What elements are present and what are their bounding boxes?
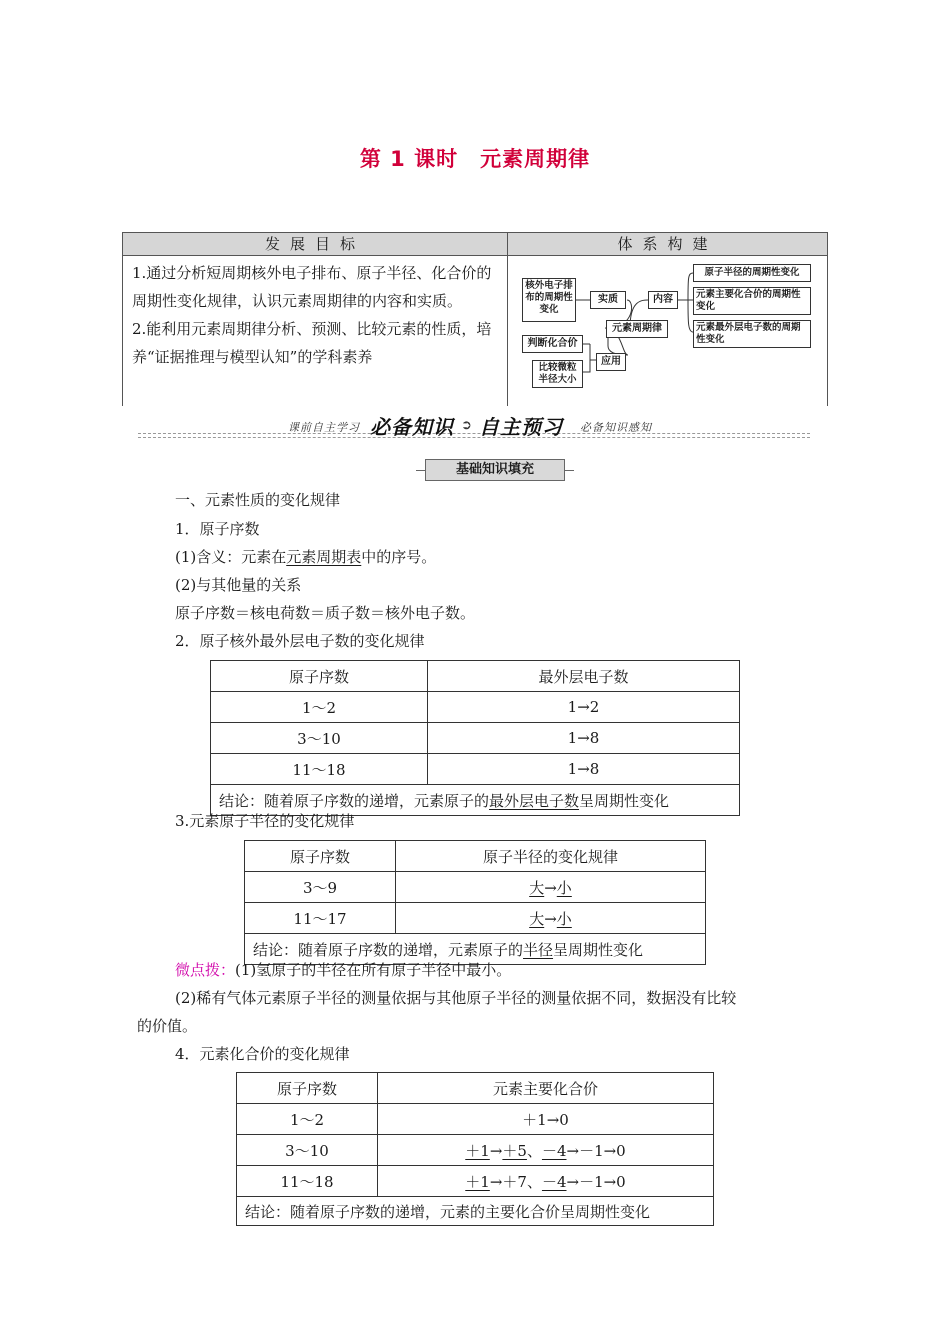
table-cell: 11～18 <box>237 1166 378 1197</box>
subsection-heading: 基础知识填充 <box>425 459 565 481</box>
essence-source-box: 核外电子排布的周期性变化 <box>522 278 576 322</box>
definition-line: (1)含义：元素在元素周期表中的序号。 <box>175 548 437 566</box>
section-heading: 一、元素性质的变化规律 <box>175 491 341 509</box>
table-cell: 3～9 <box>245 872 396 903</box>
system-header: 体系构建 <box>507 232 828 256</box>
essence-box: 实质 <box>590 291 626 309</box>
table-cell: 3～10 <box>237 1135 378 1166</box>
table-row <box>237 1104 714 1135</box>
table-atomic-radius <box>244 840 706 965</box>
table-cell: 1→2 <box>428 692 740 723</box>
note-line-1: 微点拨：(1)氢原子的半径在所有原子半径中最小。 <box>175 961 512 979</box>
page-title: 第 1 课时 元素周期律 <box>359 147 591 171</box>
table-row <box>237 1073 714 1104</box>
table-row <box>237 1135 714 1166</box>
goal-item-1: 1.通过分析短周期核外电子排布、原子半径、化合价的周期性变化规律，认识元素周期律的内容和实质。 <box>132 264 492 310</box>
goal-item-2: 2.能利用元素周期律分析、预测、比较元素的性质，培养“证据推理与模型认知”的学科素养 <box>132 320 492 366</box>
table-cell: 1～2 <box>237 1104 378 1135</box>
application-item-2: 比较微粒半径大小 <box>532 360 583 388</box>
table-cell: 1→8 <box>428 723 740 754</box>
application-item-1: 判断化合价 <box>522 335 583 353</box>
goals-header: 发展目标 <box>122 232 508 256</box>
table-row <box>237 1166 714 1197</box>
table-header: 原子序数 <box>211 661 428 692</box>
core-box: 元素周期律 <box>606 320 668 338</box>
concept-diagram <box>510 260 820 400</box>
content-box: 内容 <box>648 291 678 309</box>
table-row <box>211 754 740 785</box>
table-row <box>245 903 706 934</box>
table-cell: 大→小 <box>396 903 706 934</box>
table-cell: ＋1→＋5、－4→－1→0 <box>378 1135 714 1166</box>
table-cell: 11～18 <box>211 754 428 785</box>
item-1-heading: 1．原子序数 <box>175 520 260 538</box>
table-header: 元素主要化合价 <box>378 1073 714 1104</box>
note-label: 微点拨： <box>175 961 236 979</box>
banner-dash-top <box>138 433 810 434</box>
right-border <box>827 256 828 406</box>
table-header: 原子序数 <box>245 841 396 872</box>
table-header: 原子序数 <box>237 1073 378 1104</box>
banner-dash-bottom <box>138 437 810 438</box>
table-valence <box>236 1072 714 1226</box>
table-row <box>237 1197 714 1226</box>
goals-text <box>132 259 502 371</box>
content-item-1: 原子半径的周期性变化 <box>693 264 811 282</box>
table-row <box>245 872 706 903</box>
section-banner <box>138 410 810 444</box>
application-box: 应用 <box>596 353 626 371</box>
item-2-heading: 2．原子核外最外层电子数的变化规律 <box>175 632 425 650</box>
content-item-2: 元素主要化合价的周期性变化 <box>693 287 811 315</box>
table-cell: ＋1→＋7、－4→－1→0 <box>378 1166 714 1197</box>
table-header: 最外层电子数 <box>428 661 740 692</box>
table-cell: 3～10 <box>211 723 428 754</box>
item-4-heading: 4．元素化合价的变化规律 <box>175 1045 350 1063</box>
definition-answer: 元素周期表 <box>286 548 362 566</box>
table-row <box>211 692 740 723</box>
banner-right-label: 必备知识感知 <box>580 421 652 434</box>
table-cell: 1～2 <box>211 692 428 723</box>
table-cell: 大→小 <box>396 872 706 903</box>
table-outer-electrons <box>210 660 740 816</box>
note-line-2-cont: 的价值。 <box>137 1017 198 1035</box>
banner-title-2: 自主预习 <box>479 415 563 439</box>
note-line-2: (2)稀有气体元素原子半径的测量依据与其他原子半径的测量依据不同，数据没有比较 <box>175 989 737 1007</box>
table-header: 原子半径的变化规律 <box>396 841 706 872</box>
table-cell: ＋1→0 <box>378 1104 714 1135</box>
table-cell: 1→8 <box>428 754 740 785</box>
table-row <box>211 723 740 754</box>
table-row <box>245 841 706 872</box>
table-conclusion: 结论：随着原子序数的递增，元素的主要化合价呈周期性变化 <box>237 1197 714 1226</box>
banner-arrow-icon: ➲ <box>461 418 472 433</box>
table-conclusion: 结论：随着原子序数的递增，元素原子的最外层电子数呈周期性变化 <box>211 785 740 816</box>
content-item-3: 元素最外层电子数的周期性变化 <box>693 320 811 348</box>
relation-heading: (2)与其他量的关系 <box>175 576 302 594</box>
table-cell: 11～17 <box>245 903 396 934</box>
table-conclusion: 结论：随着原子序数的递增，元素原子的半径呈周期性变化 <box>245 934 706 965</box>
table-row <box>211 661 740 692</box>
mid-divider <box>507 256 508 406</box>
banner-title-1: 必备知识 <box>370 415 454 439</box>
banner-left-label: 课前自主学习 <box>288 421 360 434</box>
relation-text: 原子序数＝核电荷数＝质子数＝核外电子数。 <box>175 604 476 622</box>
item-3-heading: 3.元素原子半径的变化规律 <box>175 812 355 830</box>
left-border <box>122 256 123 406</box>
